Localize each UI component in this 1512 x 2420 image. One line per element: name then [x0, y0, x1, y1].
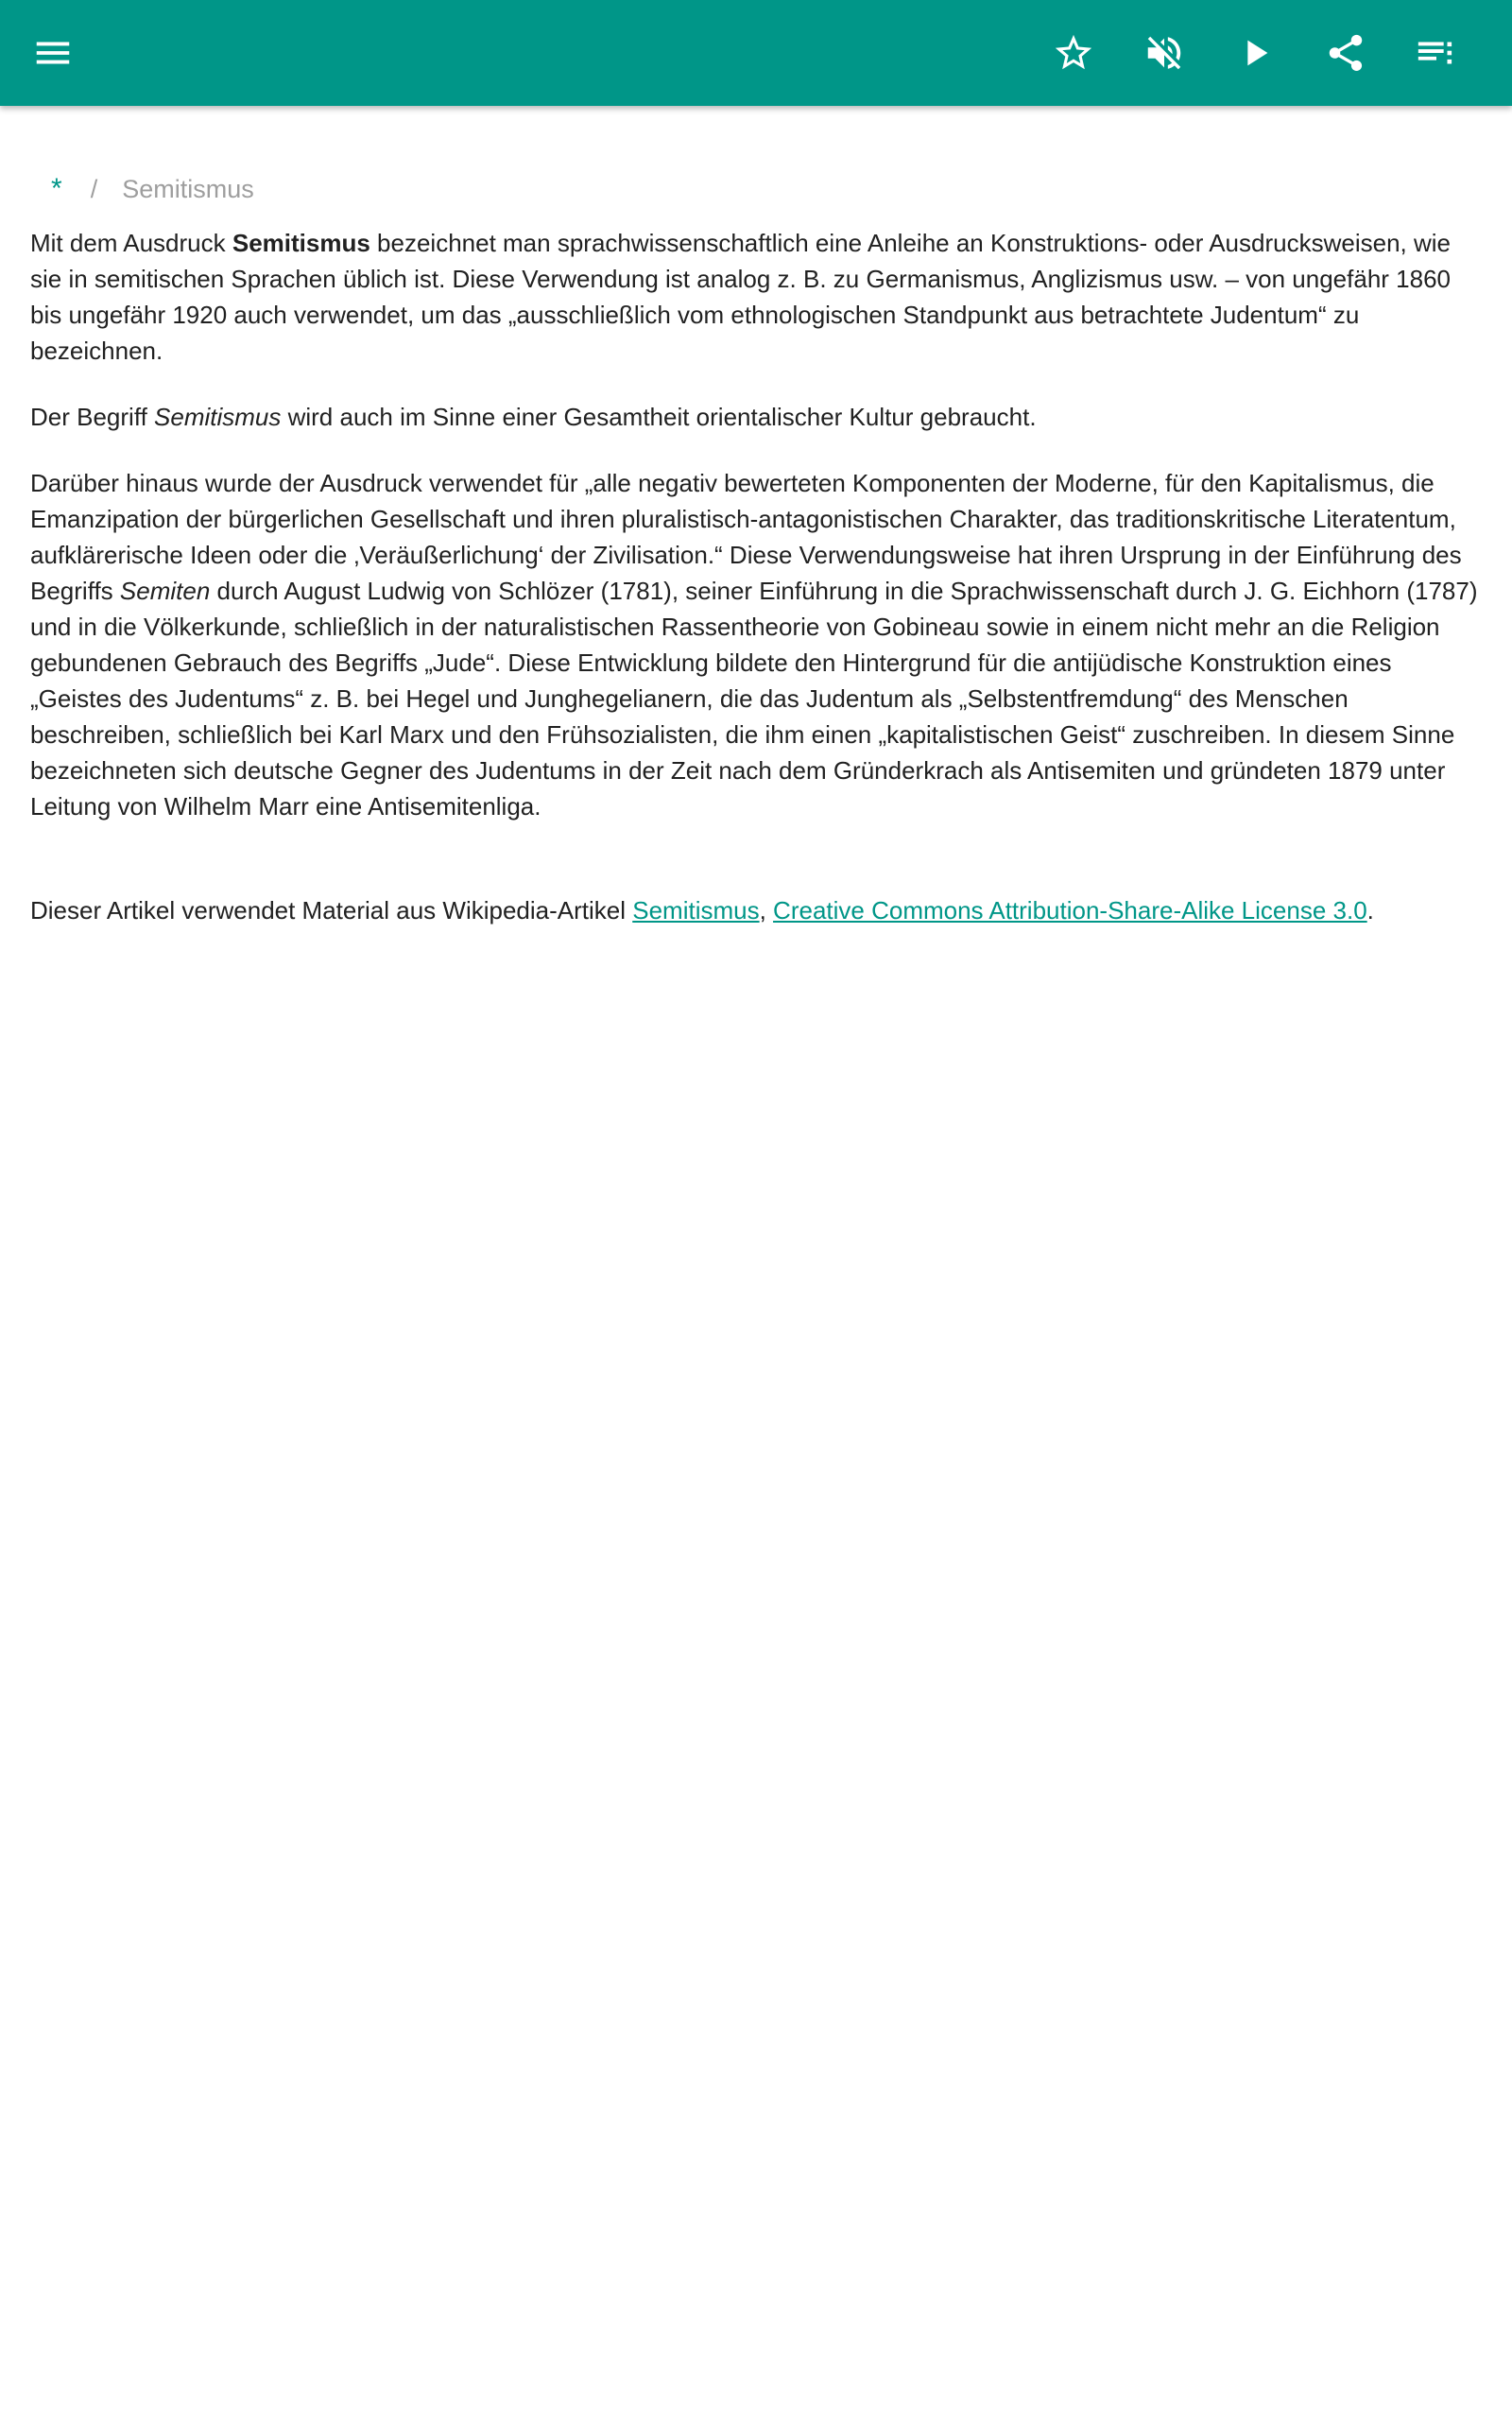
volume-off-icon: [1143, 31, 1186, 75]
play-icon: [1233, 31, 1277, 75]
article-body: [30, 225, 1482, 824]
breadcrumb-current: Semitismus: [122, 175, 254, 203]
menu-button[interactable]: [19, 19, 87, 87]
paragraph-3-text-a: Darüber hinaus wurde der Ausdruck verwendet für „alle negativ bewerteten Komponenten der Moderne, für den Kapitalismus, die Emanzipation der bürgerlichen Gesellschaft und ihren pluralistisch-antagonistischen Charakter, das traditionskritische Literatentum, aufklärerische Ideen oder die ‚Veräußerlichung‘ der Zivilisation.“ Diese Verwendungsweise hat ihren Ursprung in der Einführung des Begriffs: [30, 469, 1462, 605]
paragraph-3-text-b: durch August Ludwig von Schlözer (1781), seiner Einführung in die Sprachwissenschaft durch J. G. Eichhorn (1787) und in die Völkerkunde, schließlich in der naturalistischen Rassentheorie von Gobineau sowie in einem nicht mehr an die Religion gebundenen Gebrauch des Begriffs „Jude“. Diese Entwicklung bildete den Hintergrund für die antijüdische Konstruktion eines „Geistes des Judentums“ z. B. bei Hegel und Junghegelianern, die das Judentum als „Selbstentfremdung“ des Menschen beschreiben, schließlich bei Karl Marx und den Frühsozialisten, die ihm einen „kapitalistischen Geist“ zuschreiben. In diesem Sinne bezeichneten sich deutsche Gegner des Judentums in der Zeit nach dem Gründerkrach als Antisemiten und gründeten 1879 unter Leitung von Wilhelm Marr eine Antisemitenliga.: [30, 577, 1478, 821]
paragraph-1: [30, 225, 1482, 369]
paragraph-1-text-a: Mit dem Ausdruck: [30, 229, 232, 257]
attribution-footer: [30, 892, 1482, 928]
breadcrumb: [30, 170, 1482, 208]
star-outline-icon: [1052, 31, 1095, 75]
playlist-icon: [1415, 31, 1458, 75]
paragraph-2-italic-term: Semitismus: [154, 403, 282, 431]
share-icon: [1324, 31, 1367, 75]
wikipedia-article-link[interactable]: Semitismus: [632, 896, 760, 925]
paragraph-2: [30, 399, 1482, 435]
attribution-prefix: Dieser Artikel verwendet Material aus Wikipedia-Artikel: [30, 896, 633, 925]
app-toolbar: [0, 0, 1512, 106]
attribution-comma: ,: [759, 896, 774, 925]
share-button[interactable]: [1312, 19, 1380, 87]
paragraph-1-text-b: bezeichnet man sprachwissenschaftlich eine Anleihe an Konstruktions- oder Ausdrucksweisen, wie sie in semitischen Sprachen üblich ist. Diese Verwendung ist analog z. B. zu Germanismus, Anglizismus usw. – von ungefähr 1860 bis ungefähr 1920 auch verwendet, um das „ausschließlich vom ethnologischen Standpunkt aus betrachtete Judentum“ zu bezeichnen.: [30, 229, 1452, 365]
bookmark-button[interactable]: [1040, 19, 1108, 87]
playlist-button[interactable]: [1402, 19, 1470, 87]
attribution-suffix: .: [1366, 896, 1374, 925]
paragraph-2-text-a: Der Begriff: [30, 403, 155, 431]
license-link[interactable]: Creative Commons Attribution-Share-Alike License 3.0: [773, 896, 1367, 925]
paragraph-3: [30, 465, 1482, 824]
article-content: [30, 106, 1482, 928]
paragraph-3-italic-term: Semiten: [119, 577, 211, 605]
menu-icon: [31, 31, 75, 75]
paragraph-2-text-b: wird auch im Sinne einer Gesamtheit orientalischer Kultur gebraucht.: [281, 403, 1037, 431]
play-button[interactable]: [1221, 19, 1289, 87]
breadcrumb-home-link[interactable]: *: [51, 173, 62, 204]
mute-button[interactable]: [1130, 19, 1198, 87]
breadcrumb-separator: /: [90, 175, 98, 203]
paragraph-1-bold-term: Semitismus: [232, 229, 370, 257]
